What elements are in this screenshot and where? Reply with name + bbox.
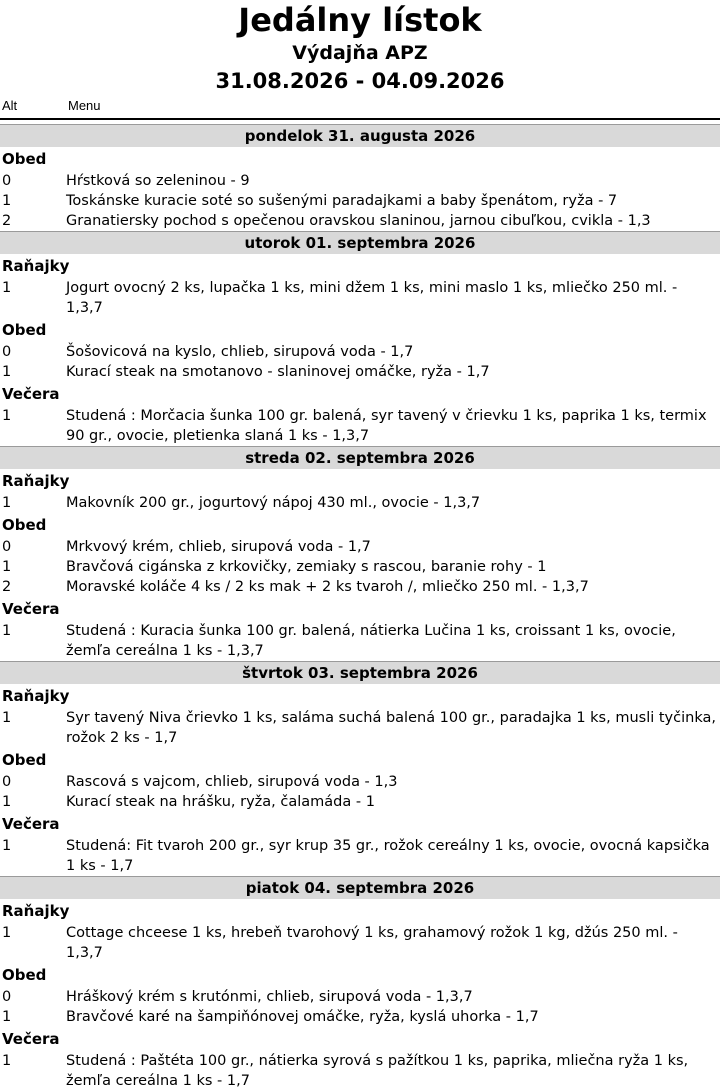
- menu-row: [0, 577, 720, 597]
- menu-item-text: Mrkvový krém, chlieb, sirupová voda - 1,7: [66, 539, 371, 555]
- page-header: [0, 0, 720, 96]
- menu-row: [0, 708, 720, 748]
- menu-item-text: Toskánske kuracie soté so sušenými paradajkami a baby špenátom, ryža - 7: [66, 193, 618, 209]
- menu-row: [0, 1007, 720, 1027]
- alt-number: 2: [2, 213, 12, 229]
- meal-heading: Obed: [2, 751, 47, 769]
- alt-number: 1: [2, 925, 12, 941]
- menu-item-text: Rascová s vajcom, chlieb, sirupová voda - 1,3: [66, 774, 398, 790]
- alt-number: 1: [2, 364, 12, 380]
- menu-row: [0, 537, 720, 557]
- menu-item-text: Studená : Paštéta 100 gr., nátierka syrová s pažítkou 1 ks, paprika, mliečna ryža 1 ks, žemľa cereálna 1 ks - 1,7: [66, 1053, 689, 1089]
- page-subtitle: Výdajňa APZ: [292, 42, 428, 64]
- menu-row: [0, 923, 720, 963]
- day-header: streda 02. septembra 2026: [0, 446, 720, 469]
- menu-row: [0, 772, 720, 792]
- menu-row: [0, 621, 720, 661]
- menu-item-text: Jogurt ovocný 2 ks, lupačka 1 ks, mini džem 1 ks, mini maslo 1 ks, mliečko 250 ml. - 1,3,7: [66, 280, 678, 316]
- menu-item-text: Šošovicová na kyslo, chlieb, sirupová voda - 1,7: [66, 344, 414, 360]
- alt-number: 1: [2, 280, 12, 296]
- menu-row: [0, 278, 720, 318]
- alt-number: 2: [2, 579, 12, 595]
- menu-item-text: Syr tavený Niva črievko 1 ks, saláma suchá balená 100 gr., paradajka 1 ks, musli tyčinka, rožok 2 ks - 1,7: [66, 710, 716, 746]
- alt-number: 1: [2, 193, 12, 209]
- alt-number: 1: [2, 559, 12, 575]
- meal-heading: Obed: [2, 150, 47, 168]
- menu-item-text: Cottage chceese 1 ks, hrebeň tvarohový 1 ks, grahamový rožok 1 kg, džús 250 ml. - 1,3,7: [66, 925, 678, 961]
- menu-row: [0, 362, 720, 382]
- menu-item-text: Makovník 200 gr., jogurtový nápoj 430 ml., ovocie - 1,3,7: [66, 495, 481, 511]
- alt-number: 1: [2, 838, 12, 854]
- alt-number: 0: [2, 344, 12, 360]
- menu-row: [0, 342, 720, 362]
- alt-number: 1: [2, 1009, 12, 1025]
- menu-item-text: Kurací steak na hrášku, ryža, čalamáda - 1: [66, 794, 375, 810]
- menu-item-text: Hŕstková so zeleninou - 9: [66, 173, 250, 189]
- menu-row: [0, 792, 720, 812]
- menu-item-text: Hráškový krém s krutónmi, chlieb, sirupová voda - 1,3,7: [66, 989, 473, 1005]
- meal-heading: Raňajky: [2, 687, 70, 705]
- menu-item-text: Studená : Kuracia šunka 100 gr. balená, nátierka Lučina 1 ks, croissant 1 ks, ovocie, žemľa cereálna 1 ks - 1,3,7: [66, 623, 676, 659]
- alt-number: 1: [2, 794, 12, 810]
- menu-row: [0, 836, 720, 876]
- meal-heading: Večera: [2, 600, 60, 618]
- meal-heading: Raňajky: [2, 902, 70, 920]
- day-header: štvrtok 03. septembra 2026: [0, 661, 720, 684]
- meal-heading: Večera: [2, 815, 60, 833]
- menu-row: [0, 211, 720, 231]
- menu-item-text: Bravčová cigánska z krkovičky, zemiaky s rascou, baranie rohy - 1: [66, 559, 547, 575]
- menu-row: [0, 1051, 720, 1091]
- alt-number: 0: [2, 173, 12, 189]
- menu-row: [0, 406, 720, 446]
- date-range: 31.08.2026 - 04.09.2026: [215, 69, 505, 93]
- column-header: [0, 96, 720, 120]
- meal-heading: Obed: [2, 321, 47, 339]
- meal-heading: Raňajky: [2, 472, 70, 490]
- alt-number: 1: [2, 495, 12, 511]
- menu-item-text: Granatiersky pochod s opečenou oravskou slaninou, jarnou cibuľkou, cvikla - 1,3: [66, 213, 651, 229]
- day-header: utorok 01. septembra 2026: [0, 231, 720, 254]
- menu-table: [0, 124, 720, 1091]
- alt-number: 1: [2, 1053, 12, 1069]
- alt-column-label: Alt: [2, 98, 18, 113]
- page-title: Jedálny lístok: [238, 1, 482, 39]
- menu-item-text: Studená : Morčacia šunka 100 gr. balená, syr tavený v črievku 1 ks, paprika 1 ks, termix 90 gr., ovocie, pletienka slaná 1 ks - 1,3,7: [66, 408, 707, 444]
- alt-number: 1: [2, 408, 12, 424]
- menu-row: [0, 557, 720, 577]
- menu-row: [0, 171, 720, 191]
- meal-heading: Večera: [2, 385, 60, 403]
- meal-heading: Obed: [2, 966, 47, 984]
- meal-heading: Raňajky: [2, 257, 70, 275]
- alt-number: 0: [2, 539, 12, 555]
- menu-item-text: Studená: Fit tvaroh 200 gr., syr krup 35 gr., rožok cereálny 1 ks, ovocie, ovocná kapsička 1 ks - 1,7: [66, 838, 710, 874]
- menu-item-text: Moravské koláče 4 ks / 2 ks mak + 2 ks tvaroh /, mliečko 250 ml. - 1,3,7: [66, 579, 589, 595]
- alt-number: 0: [2, 989, 12, 1005]
- menu-row: [0, 987, 720, 1007]
- day-header: pondelok 31. augusta 2026: [0, 124, 720, 147]
- menu-item-text: Bravčové karé na šampiňónovej omáčke, ryža, kyslá uhorka - 1,7: [66, 1009, 539, 1025]
- day-header: piatok 04. septembra 2026: [0, 876, 720, 899]
- menu-row: [0, 191, 720, 211]
- alt-number: 1: [2, 710, 12, 726]
- menu-row: [0, 493, 720, 513]
- menu-column-label: Menu: [68, 98, 101, 113]
- meal-heading: Večera: [2, 1030, 60, 1048]
- meal-heading: Obed: [2, 516, 47, 534]
- menu-item-text: Kurací steak na smotanovo - slaninovej omáčke, ryža - 1,7: [66, 364, 490, 380]
- alt-number: 1: [2, 623, 12, 639]
- alt-number: 0: [2, 774, 12, 790]
